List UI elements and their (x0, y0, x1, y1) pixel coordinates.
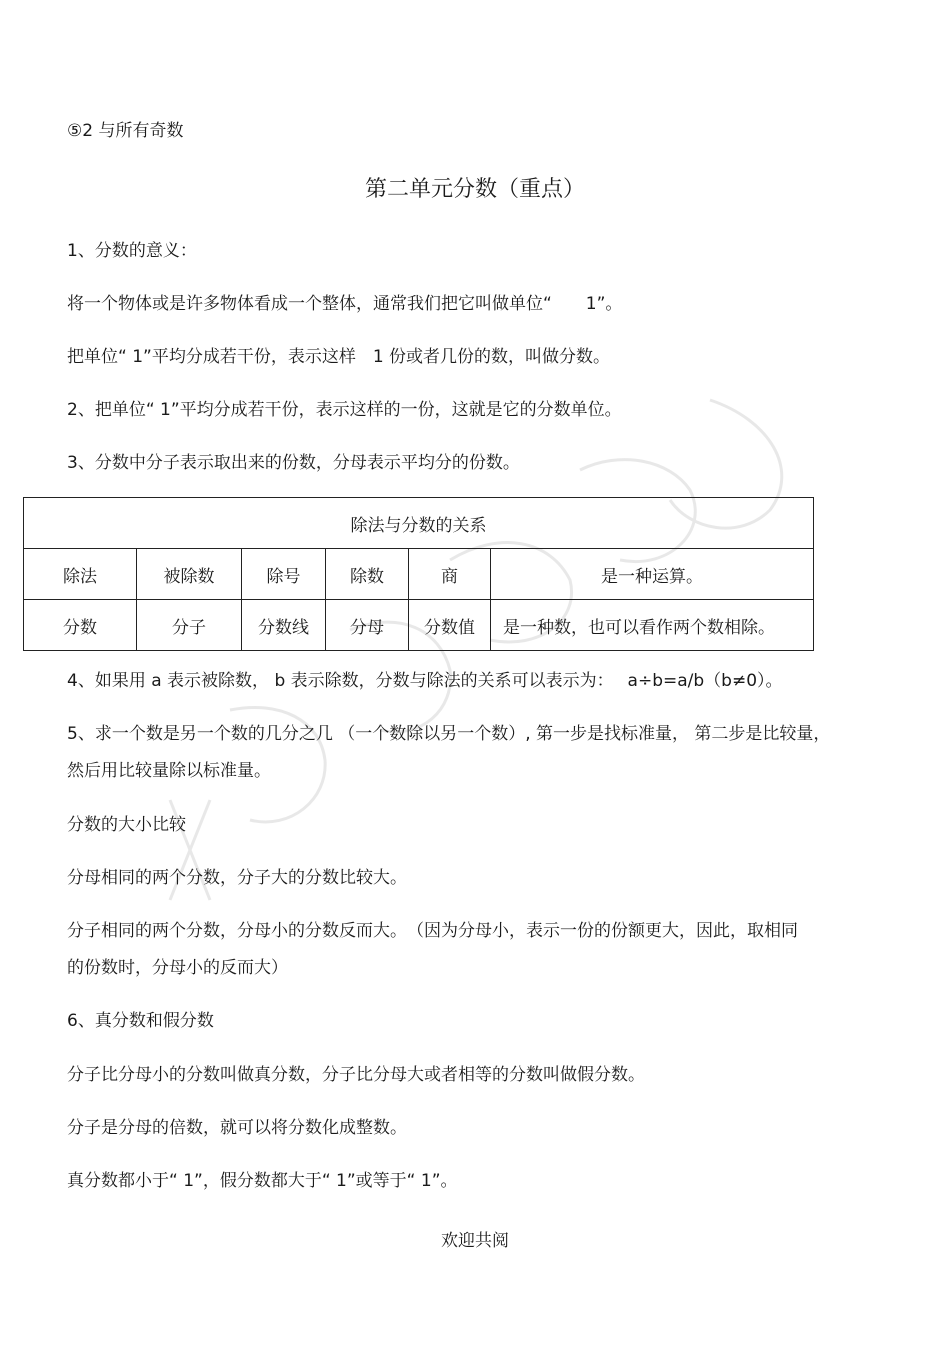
text-line: 分子相同的两个分数，分母小的分数反而大。 （因为分母小，表示一份的份额更大，因此，取相同 (67, 921, 798, 941)
table-cell: 被除数 (137, 549, 242, 600)
text-line: 分子比分母小的分数叫做真分数，分子比分母大或者相等的分数叫做假分数。 (67, 1065, 645, 1085)
table-caption: 除法与分数的关系 (24, 498, 814, 549)
table-row (24, 549, 814, 600)
text-line: 分子是分母的倍数，就可以将分数化成整数。 (67, 1118, 407, 1138)
section-heading: 3、分数中分子表示取出来的份数，分母表示平均分的份数。 (67, 453, 520, 473)
table-cell: 商 (409, 549, 491, 600)
table-cell: 分子 (137, 600, 242, 651)
table-cell: 是一种数，也可以看作两个数相除。 (491, 600, 814, 651)
table-cell: 除法 (24, 549, 137, 600)
division-fraction-table (23, 497, 814, 651)
text-line: 然后用比较量除以标准量。 (67, 761, 271, 781)
section-heading: 6、真分数和假分数 (67, 1011, 214, 1031)
page-title: 第二单元分数（重点） (364, 177, 585, 202)
text-line: 把单位“ 1”平均分成若干份，表示这样 1 份或者几份的数，叫做分数。 (67, 347, 611, 367)
section-heading: 5、求一个数是另一个数的几分之几 （一个数除以另一个数）, 第一步是找标准量， 第二步是比较量， (67, 724, 831, 744)
text-line: ⑤2 与所有奇数 (67, 121, 184, 141)
section-heading: 2、把单位“ 1”平均分成若干份，表示这样的一份，这就是它的分数单位。 (67, 400, 622, 420)
table-caption-row (24, 498, 814, 549)
text-line: 将一个物体或是许多物体看成一个整体，通常我们把它叫做单位“ 1”。 (67, 294, 623, 314)
table-cell: 除数 (326, 549, 409, 600)
section-heading: 4、如果用 a 表示被除数， b 表示除数，分数与除法的关系可以表示为： a÷b=a/b（b≠0）。 (67, 671, 783, 691)
section-heading: 1、分数的意义： (67, 241, 197, 261)
table-cell: 除号 (242, 549, 326, 600)
table-row (24, 600, 814, 651)
subheading: 分数的大小比较 (67, 815, 186, 835)
text-line: 的份数时，分母小的反而大） (67, 958, 288, 978)
table-cell: 是一种运算。 (491, 549, 814, 600)
table-cell: 分数线 (242, 600, 326, 651)
table-cell: 分数 (24, 600, 137, 651)
text-line: 分母相同的两个分数，分子大的分数比较大。 (67, 868, 407, 888)
text-line: 真分数都小于“ 1”，假分数都大于“ 1”或等于“ 1”。 (67, 1171, 458, 1191)
table-cell: 分数值 (409, 600, 491, 651)
table-cell: 分母 (326, 600, 409, 651)
page-footer: 欢迎共阅 (441, 1231, 509, 1251)
